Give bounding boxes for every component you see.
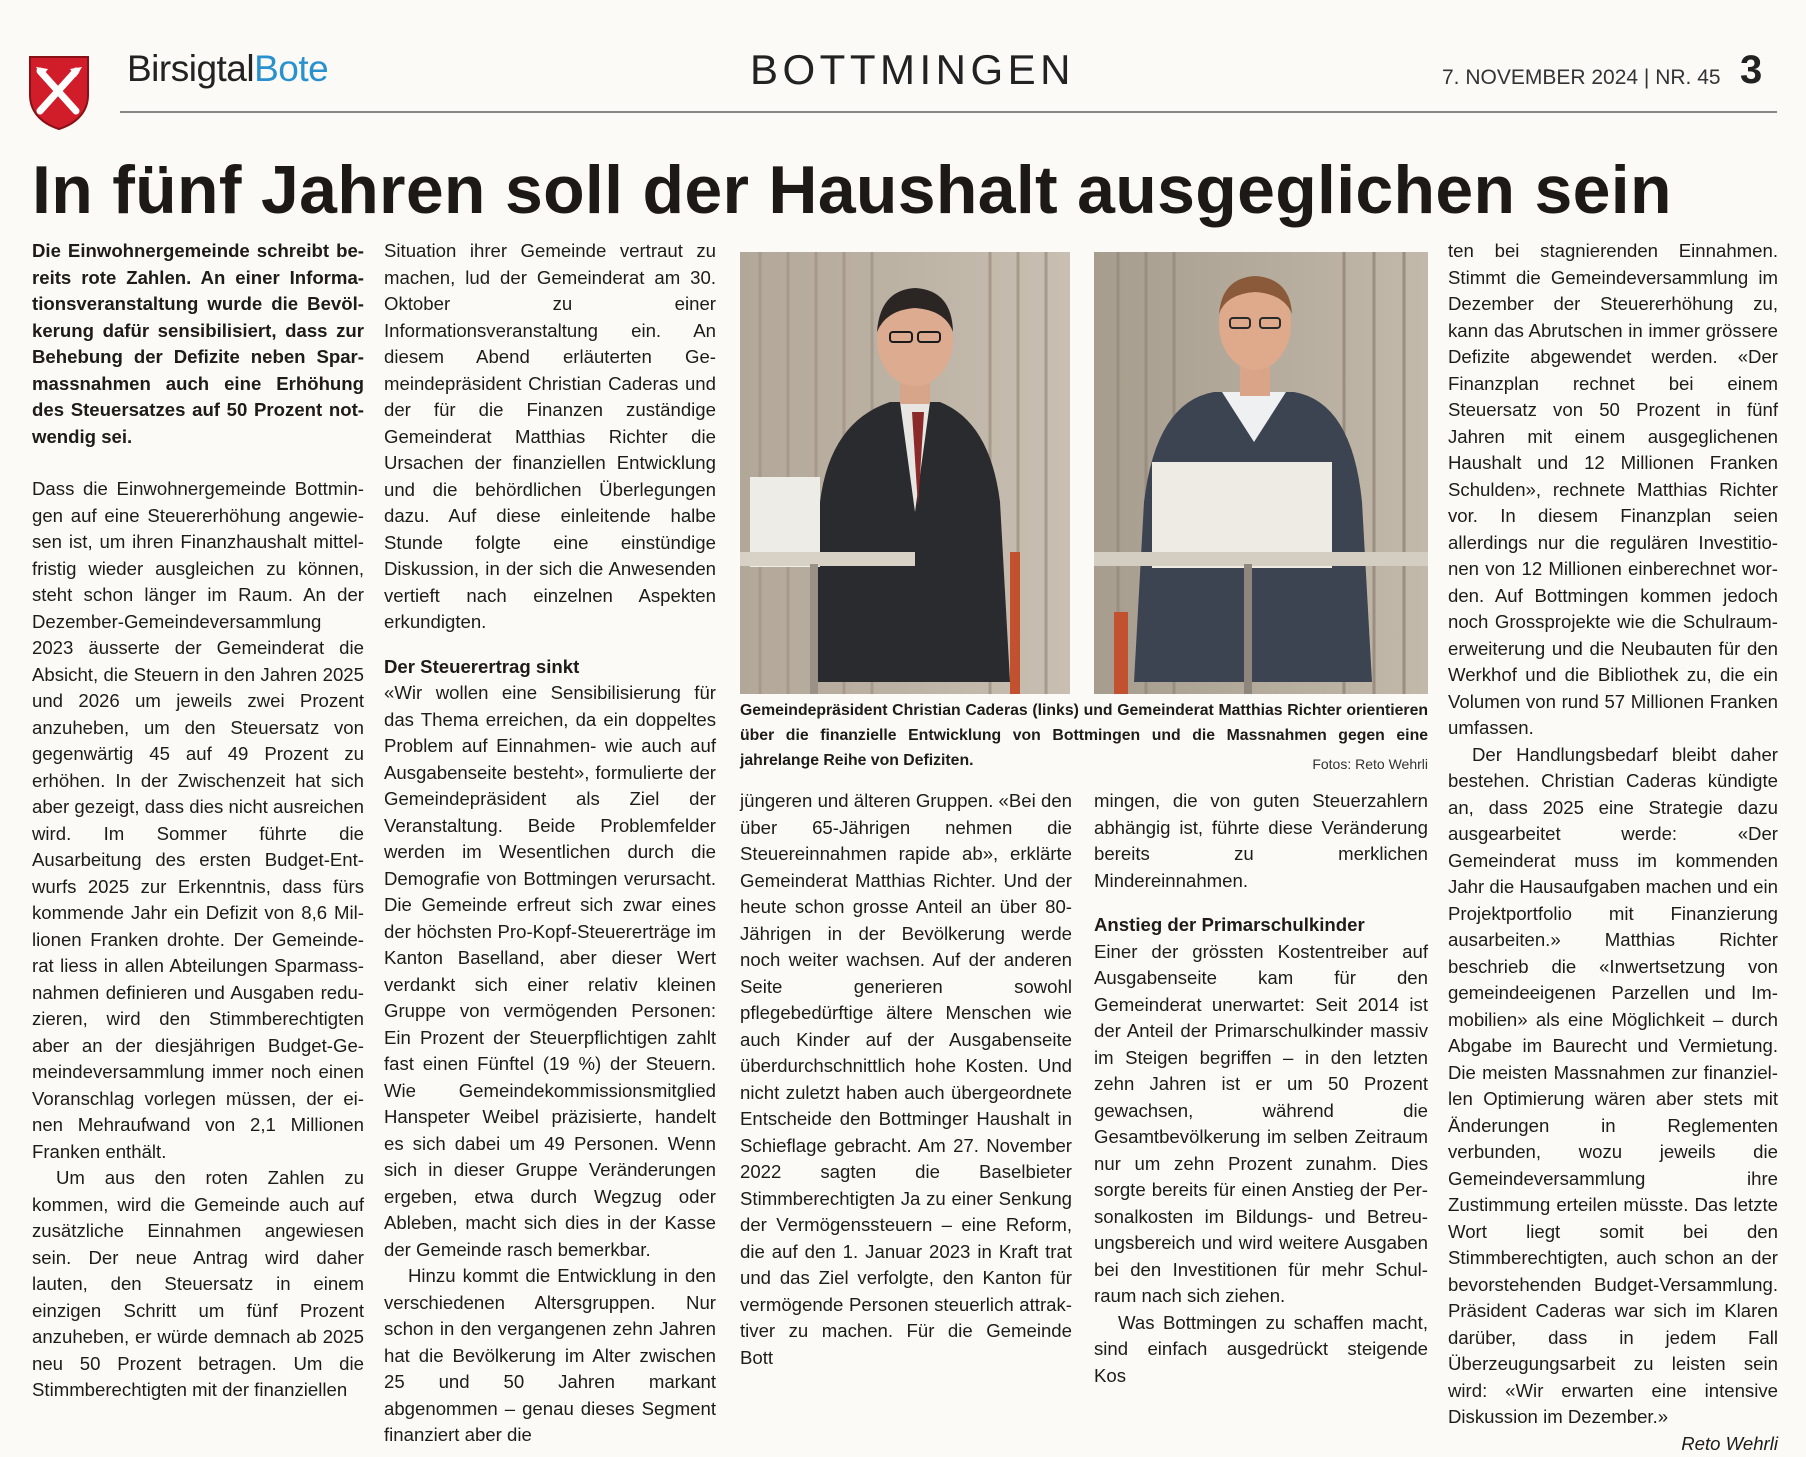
- article-column-3: [740, 788, 1072, 1371]
- issue-dateline: 7. NOVEMBER 2024 | NR. 45: [1442, 66, 1721, 90]
- article-paragraph: Situation ihrer Gemeinde vertraut zu machen, lud der Gemeinderat am 30. Oktober zu einer Informationsveranstaltung ein. An diesem Abend erläuterten Gemeindepräsident Christian Caderas und der für die Finanzen zuständige Gemeinderat Matthias Richter die Ursachen der finanziellen Entwicklung und die behördlichen Überlegungen dazu. Auf diese einleitende halbe Stunde folgte eine einstündige Diskussion, in der sich die Anwesenden vertieft nach einzelnen Aspekten erkundigten.: [384, 238, 716, 636]
- photo-christian-caderas: [740, 252, 1070, 694]
- article-paragraph: Der Handlungsbedarf bleibt daher bestehen. Christian Caderas kündigte an, dass 2025 eine Strategie dazu ausgearbeitet werde: «Der Gemeinderat muss im kommenden Jahr die Hausaufgaben machen und ein Projektportfolio mit Finanzierung ausarbeiten.» Matthias Richter beschrieb die «Inwertsetzung von gemeindeeigenen Parzellen und Immobilien» als eine Möglichkeit – durch Abgabe im Baurecht und Vermietung. Die meisten Massnahmen zur finanziellen Optimierung wären aber stets mit Änderungen in Reglementen verbunden, wozu jeweils die Gemeindeversammlung ihre Zustimmung erteilen müsste. Das letzte Wort liegt somit bei den Stimmberechtigten, auch schon an der bevorstehenden Budget-Versammlung. Präsident Caderas war sich im Klaren darüber, dass in jedem Fall Überzeugungsarbeit zu leisten sein wird: «Wir erwarten eine intensive Diskussion im Dezember.»: [1448, 742, 1778, 1431]
- article-lead: Die Einwohnergemeinde schreibt bereits rote Zahlen. An einer Informationsveranstaltung wurde die Bevölkerung dafür sensibilisiert, dass zur Behebung der Defizite neben Sparmassnahmen auch eine Erhöhung des Steuersatzes auf 50 Prozent notwendig sei.: [32, 238, 364, 450]
- photo-credit: Fotos: Reto Wehrli: [1300, 756, 1428, 772]
- photo-matthias-richter: [1094, 252, 1428, 694]
- article-paragraph: Um aus den roten Zahlen zu kommen, wird die Gemeinde auch auf zusätzliche Einnahmen angewiesen sein. Der neue Antrag wird daher lauten, den Steuersatz in einem einzigen Schritt um fünf Prozent anzuheben, er würde demnach ab 2025 neu 50 Prozent betragen. Um die Stimmberechtigten mit der finanziellen: [32, 1165, 364, 1404]
- bottmingen-crest-icon: [28, 55, 90, 131]
- masthead-rule: [120, 111, 1777, 113]
- article-paragraph: Einer der grössten Kostentreiber auf Ausgabenseite kam für den Gemeinderat unerwartet: Seit 2014 ist der Anteil der Primarschulkinder massiv im Steigen begriffen – in den letzten zehn Jahren ist er um 50 Prozent gewachsen, während die Gesamtbevölkerung im selben Zeitraum nur um zehn Prozent zunahm. Dies sorgte bereits für einen Anstieg der Personalkosten im Bildungs- und Betreuungsbereich und wird weitere Ausgaben bei den Investitionen für mehr Schulraum nach sich ziehen.: [1094, 939, 1428, 1310]
- article-paragraph: Dass die Einwohnergemeinde Bottmingen auf eine Steuererhöhung angewiesen ist, um ihren Finanzhaushalt mittelfristig wieder ausgleichen zu können, steht schon länger im Raum. An der Dezember-Gemeindeversammlung 2023 äusserte der Gemeinderat die Absicht, die Steuern in den Jahren 2025 und 2026 um jeweils zwei Prozent anzuheben, um den Steuersatz von gegenwärtig 45 auf 49 Prozent zu erhöhen. In der Zwischenzeit hat sich aber gezeigt, dass dies nicht ausreichen wird. Im Sommer führte die Ausarbeitung des ersten Budget-Entwurfs 2025 zur Erkenntnis, dass fürs kommende Jahr ein Defizit von 8,6 Millionen Franken drohte. Der Gemeinderat liess in allen Abteilungen Sparmassnahmen definieren und Ausgaben reduzieren, wird den Stimmberechtigten aber an der diesjährigen Budget-Gemeindeversammlung immer noch einen Voranschlag vorlegen müssen, der einen Mehraufwand von 2,1 Millionen Franken enthält.: [32, 476, 364, 1165]
- article-column-2: [384, 238, 716, 1449]
- article-subheading: Anstieg der Primarschulkinder: [1094, 912, 1428, 939]
- article-paragraph: Hinzu kommt die Entwicklung in den verschiedenen Altersgruppen. Nur schon in den vergangenen zehn Jahren hat die Bevölkerung im Alter zwischen 25 und 50 Jahren markant abgenommen – genau dieses Segment finanziert aber die: [384, 1263, 716, 1449]
- photo-pair: [740, 252, 1428, 694]
- article-column-5: [1448, 238, 1778, 1457]
- article-paragraph: «Wir wollen eine Sensibilisierung für das Thema erreichen, da ein doppeltes Problem auf Einnahmen- wie auch auf Ausgabenseite besteht», formulierte der Gemeindepräsident als Ziel der Veranstaltung. Beide Problemfelder werden im Wesentlichen durch die Demografie von Bottmingen verursacht. Die Gemeinde erfreut sich zwar eines der höchsten Pro-Kopf-Steuererträge im Kanton Baselland, aber dieser Wert verdankt sich einer relativ kleinen Gruppe von vermögenden Personen: Ein Prozent der Steuerpflichtigen zahlt fast einen Fünftel (19 %) der Steuern. Wie Gemeindekommissionsmitglied Hanspeter Weibel präzisierte, handelt es sich dabei um 49 Personen. Wenn sich in dieser Gruppe Veränderungen ergeben, etwa durch Wegzug oder Ableben, macht sich dies in der Kasse der Gemeinde rasch bemerkbar.: [384, 680, 716, 1263]
- author-signature: Reto Wehrli: [1448, 1431, 1778, 1457]
- article-paragraph: Was Bottmingen zu schaffen macht, sind einfach ausgedrückt steigende Kos: [1094, 1310, 1428, 1390]
- article-paragraph: ten bei stagnierenden Einnahmen. Stimmt die Gemeindeversammlung im Dezember der Steuererhöhung zu, kann das Abrutschen in immer grössere Defizite abgewendet werden. «Der Finanzplan rechnet bei einem Steuersatz von 50 Prozent in fünf Jahren mit einem ausgeglichenen Haushalt und 12 Millionen Franken Schulden», rechnete Matthias Richter vor. In diesem Finanzplan seien allerdings nur die regulären Investitionen von 12 Millionen einberechnet worden. Auf Bottmingen kommen jedoch noch Grossprojekte wie die Schulraumerweiterung und die Neubauten für den Werkhof und die Bibliothek zu, die ein Volumen von rund 57 Millionen Franken umfassen.: [1448, 238, 1778, 742]
- article-column-4: [1094, 788, 1428, 1389]
- article-paragraph: mingen, die von guten Steuerzahlern abhängig ist, führte diese Veränderung bereits zu merklichen Mindereinnahmen.: [1094, 788, 1428, 894]
- article-paragraph: jüngeren und älteren Gruppen. «Bei den über 65-Jährigen nehmen die Steuereinnahmen rapide ab», erklärte Gemeinderat Matthias Richter. Und der heute schon grosse Anteil an über 80-Jährigen in der Bevölkerung werde noch weiter wachsen. Auf der anderen Seite generieren sowohl pflegebedürftige ältere Menschen wie auch Kinder auf der Ausgabenseite überdurchschnittlich hohe Kosten. Und nicht zuletzt haben auch übergeordnete Entscheide den Bottminger Haushalt in Schieflage gebracht. Am 27. November 2022 sagten die Baselbieter Stimmberechtigten Ja zu einer Senkung der Vermögenssteuern – eine Reform, die auf den 1. Januar 2023 in Kraft trat und das Ziel verfolgte, den Kanton für vermögende Personen steuerlich attraktiver zu machen. Für die Gemeinde Bott: [740, 788, 1072, 1371]
- brand-name-part1: Birsigtal: [127, 48, 254, 89]
- photo-caption: Gemeindepräsident Christian Caderas (links) und Gemeinderat Matthias Richter orientieren über die finanzielle Entwicklung von Bottmingen und die Massnahmen gegen eine jahrelange Reihe von Defiziten.: [740, 698, 1428, 773]
- brand-name-part2: Bote: [254, 48, 328, 89]
- article-subheading: Der Steuerertrag sinkt: [384, 654, 716, 681]
- section-title: BOTTMINGEN: [750, 46, 1075, 94]
- page-number: 3: [1740, 48, 1762, 93]
- brand-logo: [127, 48, 328, 90]
- masthead: [0, 0, 1806, 122]
- article-column-1: [32, 238, 364, 1404]
- article-headline: In fünf Jahren soll der Haushalt ausgeglichen sein: [32, 151, 1672, 229]
